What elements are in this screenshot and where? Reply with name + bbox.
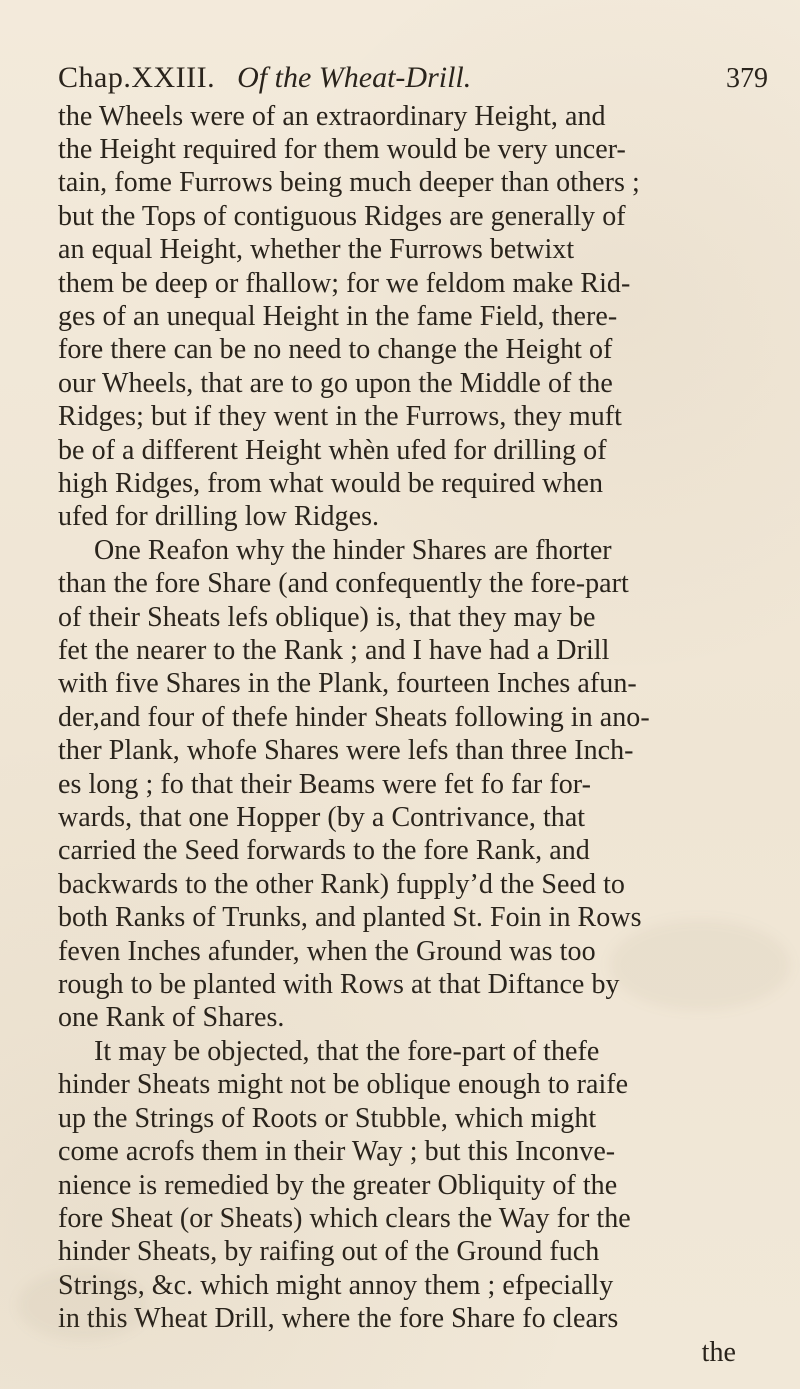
text-line: rough to be planted with Rows at that Diftance by	[58, 969, 620, 1001]
paper-stain	[18, 1270, 148, 1340]
running-title: Of the Wheat-Drill.	[237, 61, 472, 94]
text-line: the Wheels were of an extraordinary Height, and	[58, 100, 606, 132]
chapter-heading: Chap.XXIII.	[58, 61, 216, 94]
catchword: the	[701, 1336, 736, 1368]
text-line: fet the nearer to the Rank ; and I have had a Drill	[58, 635, 610, 666]
text-line: feven Inches afunder, when the Ground was too	[58, 935, 596, 967]
text-line: ther Plank, whofe Shares were lefs than three Inch-	[58, 735, 634, 767]
text-line: an equal Height, whether the Furrows betwixt	[58, 234, 575, 266]
text-line: Strings, &c. which might annoy them ; efpecially	[58, 1269, 614, 1301]
text-line: with five Shares in the Plank, fourteen Inches afun-	[58, 668, 637, 700]
text-line: but the Tops of contiguous Ridges are generally of	[58, 200, 626, 232]
text-line: ufed for drilling low Ridges.	[58, 501, 380, 533]
text-line: nience is remedied by the greater Obliquity of the	[58, 1169, 618, 1201]
text-line: tain, fome Furrows being much deeper than others ;	[58, 167, 640, 199]
text-line: fore there can be no need to change the Height of	[58, 334, 613, 366]
text-line: high Ridges, from what would be required when	[58, 467, 604, 499]
text-line: come acrofs them in their Way ; but this Inconve-	[58, 1136, 616, 1168]
text-line: es long ; fo that their Beams were fet fo far for-	[58, 768, 591, 800]
text-line: one Rank of Shares.	[58, 1002, 285, 1034]
page-number: 379	[726, 63, 768, 94]
text-line: carried the Seed forwards to the fore Rank, and	[58, 835, 590, 867]
text-line: backwards to the other Rank) fupply’d the Seed to	[58, 868, 625, 900]
text-line: der,and four of thefe hinder Sheats following in ano-	[58, 701, 650, 733]
text-line: Ridges; but if they went in the Furrows, they muft	[58, 401, 622, 433]
running-header	[58, 62, 768, 94]
text-line: the Height required for them would be very uncer-	[58, 133, 626, 165]
text-line: our Wheels, that are to go upon the Middle of the	[58, 367, 613, 399]
text-line: hinder Sheats might not be oblique enough to raife	[58, 1069, 629, 1101]
text-line: them be deep or fhallow; for we feldom make Rid-	[58, 267, 631, 299]
page-text	[58, 100, 768, 1369]
paragraph-start-line: It may be objected, that the fore-part of thefe	[94, 1035, 600, 1067]
text-line: up the Strings of Roots or Stubble, which might	[58, 1102, 597, 1134]
text-line: in this Wheat Drill, where the fore Share fo clears	[58, 1303, 619, 1335]
text-line: of their Sheats lefs oblique) is, that they may be	[58, 601, 596, 633]
text-line: fore Sheat (or Sheats) which clears the Way for the	[58, 1202, 631, 1234]
text-line: both Ranks of Trunks, and planted St. Foin in Rows	[58, 902, 642, 934]
paragraph-start-line: One Reafon why the hinder Shares are fhorter	[94, 534, 612, 566]
text-line: hinder Sheats, by raifing out of the Ground fuch	[58, 1236, 600, 1268]
paper-stain	[610, 920, 790, 1010]
text-line: wards, that one Hopper (by a Contrivance, that	[58, 802, 586, 834]
text-line: than the fore Share (and confequently the fore-part	[58, 568, 629, 600]
text-line: be of a different Height whèn ufed for drilling of	[58, 434, 607, 466]
text-line: ges of an unequal Height in the fame Field, there-	[58, 300, 618, 332]
